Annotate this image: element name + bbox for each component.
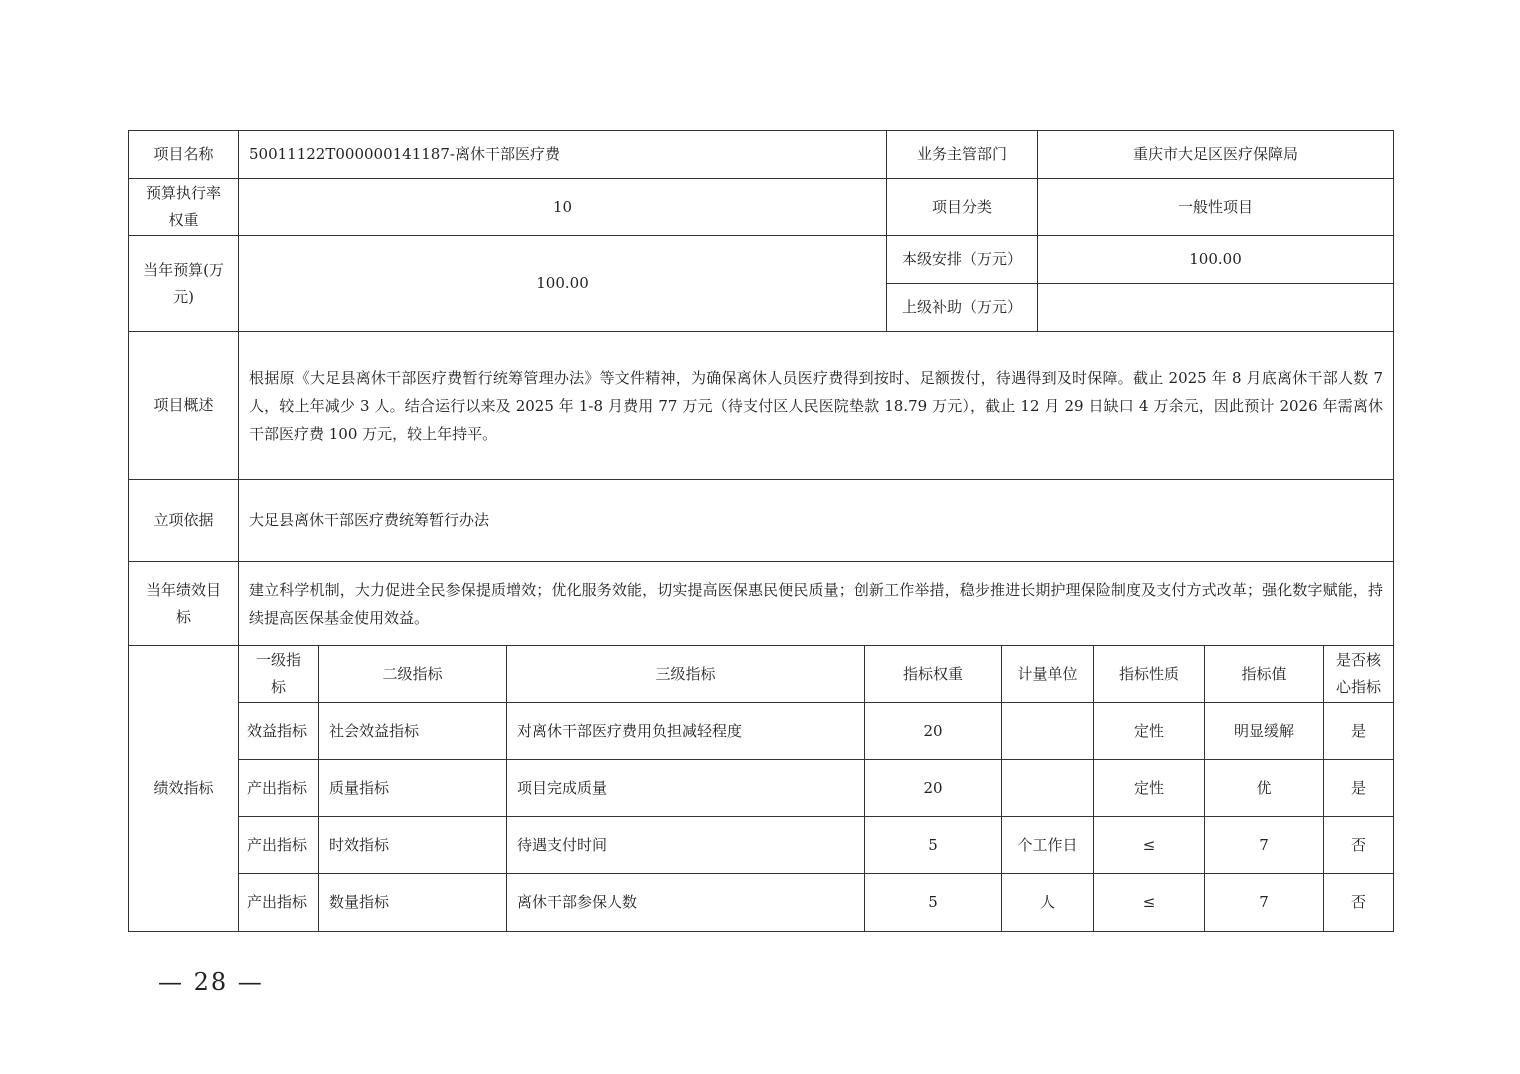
upper-label: 上级补助（万元） [886,283,1038,332]
header-nature: 指标性质 [1093,645,1205,703]
basis-label: 立项依据 [128,479,239,562]
row4-nature: ≤ [1093,873,1205,932]
basis-text: 大足县离休干部医疗费统筹暂行办法 [238,479,1394,562]
row4-level3: 离休干部参保人数 [506,873,865,932]
header-level1: 一级指标 [238,645,319,703]
row1-core: 是 [1323,702,1394,760]
row1-level3: 对离休干部医疗费用负担减轻程度 [506,702,865,760]
header-core: 是否核心指标 [1323,645,1394,703]
row3-weight: 5 [864,816,1002,874]
row4-level2: 数量指标 [318,873,507,932]
header-weight: 指标权重 [864,645,1002,703]
category-label: 项目分类 [886,178,1038,236]
project-name-value: 50011122T000000141187-离休干部医疗费 [238,130,887,179]
row1-level2: 社会效益指标 [318,702,507,760]
upper-value [1037,283,1394,332]
local-label: 本级安排（万元） [886,235,1038,284]
row3-level2: 时效指标 [318,816,507,874]
overview-text: 根据原《大足县离休干部医疗费暂行统筹管理办法》等文件精神，为确保离休人员医疗费得到按时、足额拨付，待遇得到及时保障。截止 2025 年 8 月底离休干部人数 7 人，较上年减少 3 人。结合运行以来及 2025 年 1-8 月费用 77 万元（待支付区人民医院垫款 18.79 万元），截止 12 月 29 日缺口 4 万余元，因此预计 2026 年需离休干部医疗费 100 万元，较上年持平。 [238,331,1394,480]
row3-unit: 个工作日 [1001,816,1094,874]
row3-value: 7 [1204,816,1324,874]
row2-weight: 20 [864,759,1002,817]
performance-table [128,130,1394,932]
page-number: — 28 — [158,968,264,996]
budget-label: 当年预算(万元) [128,235,239,332]
header-level3: 三级指标 [506,645,865,703]
dept-label: 业务主管部门 [886,130,1038,179]
local-value: 100.00 [1037,235,1394,284]
row3-level3: 待遇支付时间 [506,816,865,874]
indicators-label: 绩效指标 [128,645,239,932]
row1-unit [1001,702,1094,760]
header-value: 指标值 [1204,645,1324,703]
row1-nature: 定性 [1093,702,1205,760]
goal-label: 当年绩效目标 [128,561,239,646]
header-level2: 二级指标 [318,645,507,703]
row3-level1: 产出指标 [238,816,319,874]
row4-value: 7 [1204,873,1324,932]
row2-unit [1001,759,1094,817]
row1-value: 明显缓解 [1204,702,1324,760]
row4-level1: 产出指标 [238,873,319,932]
category-value: 一般性项目 [1037,178,1394,236]
row1-level1: 效益指标 [238,702,319,760]
row3-core: 否 [1323,816,1394,874]
exec-weight-value: 10 [238,178,887,236]
row2-level1: 产出指标 [238,759,319,817]
project-name-label: 项目名称 [128,130,239,179]
row4-unit: 人 [1001,873,1094,932]
header-unit: 计量单位 [1001,645,1094,703]
row2-level3: 项目完成质量 [506,759,865,817]
row3-nature: ≤ [1093,816,1205,874]
overview-label: 项目概述 [128,331,239,480]
row2-core: 是 [1323,759,1394,817]
row4-weight: 5 [864,873,1002,932]
row2-nature: 定性 [1093,759,1205,817]
row2-value: 优 [1204,759,1324,817]
dept-value: 重庆市大足区医疗保障局 [1037,130,1394,179]
goal-text: 建立科学机制，大力促进全民参保提质增效；优化服务效能，切实提高医保惠民便民质量；创新工作举措，稳步推进长期护理保险制度及支付方式改革；强化数字赋能，持续提高医保基金使用效益。 [238,561,1394,646]
row2-level2: 质量指标 [318,759,507,817]
row1-weight: 20 [864,702,1002,760]
budget-value: 100.00 [238,235,887,332]
exec-weight-label: 预算执行率权重 [128,178,239,236]
row4-core: 否 [1323,873,1394,932]
